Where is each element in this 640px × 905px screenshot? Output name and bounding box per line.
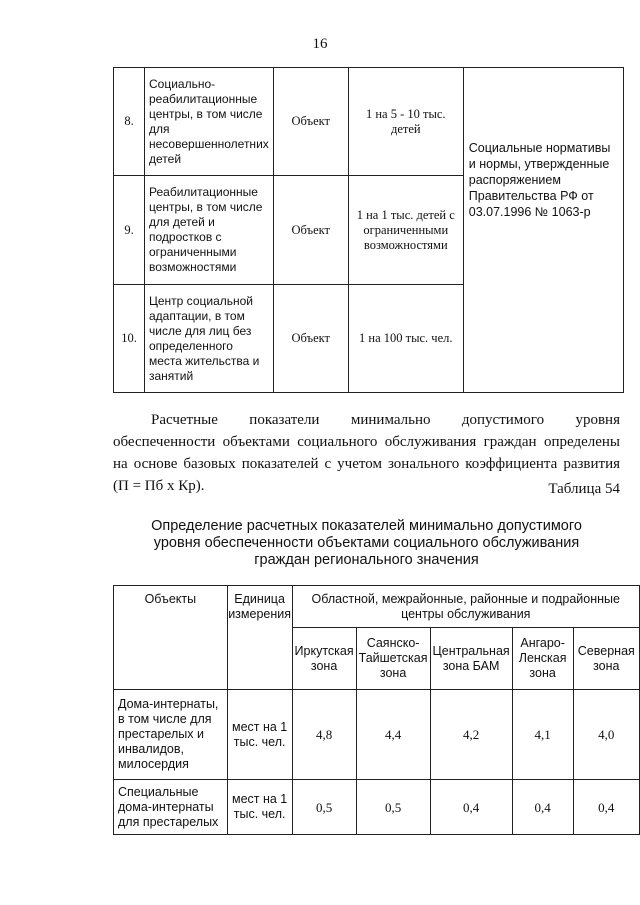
body-paragraph <box>113 409 620 497</box>
table-row <box>114 68 624 176</box>
zone-value: 0,5 <box>292 780 356 835</box>
row-number: 9. <box>114 176 145 285</box>
zone-value: 4,4 <box>356 690 430 780</box>
heading-line: граждан регионального значения <box>254 552 479 568</box>
header-unit: Единица измерения <box>227 586 292 690</box>
object-norm: 1 на 5 - 10 тыс. детей <box>348 68 463 176</box>
norms-reference: Социальные нормативы и нормы, утвержденные распоряжением Правительства РФ от 03.07.1996 № 1063-р <box>463 68 623 393</box>
zone-value: 4,8 <box>292 690 356 780</box>
heading-line: Определение расчетных показателей минимально допустимого <box>151 518 582 534</box>
header-zone: Центральная зона БАМ <box>430 628 512 690</box>
object-name: Социально-реабилитационные центры, в том числе для несовершеннолетних детей <box>145 68 274 176</box>
indicators-table <box>113 585 640 835</box>
header-row <box>114 586 640 628</box>
header-zone: Северная зона <box>573 628 639 690</box>
paragraph-first-line: Расчетные показатели минимально допустимого уровня <box>151 412 620 428</box>
zone-value: 0,4 <box>430 780 512 835</box>
object-name: Специальные дома-интернаты для престарелых <box>114 780 228 835</box>
table-row <box>114 690 640 780</box>
norms-table <box>113 67 624 393</box>
row-number: 8. <box>114 68 145 176</box>
table-label: Таблица 54 <box>548 481 620 497</box>
object-unit: мест на 1 тыс. чел. <box>227 780 292 835</box>
header-zone: Ангаро-Ленская зона <box>512 628 573 690</box>
header-centers: Областной, межрайонные, районные и подрайонные центры обслуживания <box>292 586 639 628</box>
page-number: 16 <box>312 36 328 52</box>
zone-value: 4,1 <box>512 690 573 780</box>
object-unit: Объект <box>273 68 348 176</box>
object-unit: Объект <box>273 176 348 285</box>
paragraph-rest: обеспеченности объектами социального обслуживания граждан определены на основе базовых показателей с учетом зонального коэффициента развития (П = Пб х Кр). <box>113 434 620 494</box>
table-heading <box>113 518 620 569</box>
object-name: Реабилитационные центры, в том числе для детей и подростков с ограниченными возможностями <box>145 176 274 285</box>
object-name: Центр социальной адаптации, в том числе для лиц без определенного места жительства и занятий <box>145 285 274 393</box>
object-unit: мест на 1 тыс. чел. <box>227 690 292 780</box>
object-norm: 1 на 100 тыс. чел. <box>348 285 463 393</box>
object-norm: 1 на 1 тыс. детей с ограниченными возможностями <box>348 176 463 285</box>
object-unit: Объект <box>273 285 348 393</box>
row-number: 10. <box>114 285 145 393</box>
table-row <box>114 780 640 835</box>
header-zone: Саянско-Тайшетская зона <box>356 628 430 690</box>
object-name: Дома-интернаты, в том числе для престарелых и инвалидов, милосердия <box>114 690 228 780</box>
zone-value: 0,4 <box>512 780 573 835</box>
zone-value: 4,2 <box>430 690 512 780</box>
header-objects: Объекты <box>114 586 228 690</box>
zone-value: 0,4 <box>573 780 639 835</box>
header-zone: Иркутская зона <box>292 628 356 690</box>
zone-value: 0,5 <box>356 780 430 835</box>
zone-value: 4,0 <box>573 690 639 780</box>
heading-line: уровня обеспеченности объектами социального обслуживания <box>153 535 580 551</box>
